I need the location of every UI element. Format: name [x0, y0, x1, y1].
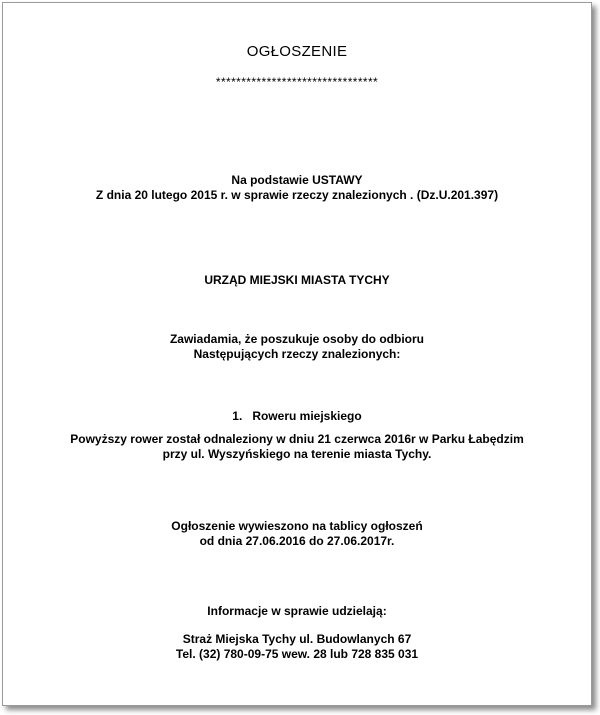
separator: ********************************: [215, 75, 379, 89]
authority-name: URZĄD MIEJSKI MIASTA TYCHY: [204, 273, 390, 287]
contact-heading: Informacje w sprawie udzielają:: [207, 604, 387, 618]
contact-line-2: Tel. (32) 780-09-75 wew. 28 lub 728 835 031: [175, 647, 419, 661]
legal-basis-line-1: Na podstawie USTAWY: [231, 173, 363, 187]
intro-line-1: Zawiadamia, że poszukuje osoby do odbioru: [169, 332, 425, 346]
document-page: [2, 2, 592, 706]
item-heading: [3, 408, 591, 424]
posting-line-1: Ogłoszenie wywieszono na tablicy ogłoszeń: [171, 519, 423, 533]
legal-basis-line-2: Z dnia 20 lutego 2015 r. w sprawie rzeczy znalezionych . (Dz.U.201.397): [95, 188, 499, 202]
item-description-line-2: przy ul. Wyszyńskiego na terenie miasta Tychy.: [162, 447, 432, 461]
posting-line-2: od dnia 27.06.2016 do 27.06.2017r.: [199, 534, 395, 548]
contact-line-1: Straż Miejska Tychy ul. Budowlanych 67: [182, 632, 412, 646]
intro-line-2: Następujących rzeczy znalezionych:: [193, 347, 401, 361]
item-number: 1.: [232, 409, 243, 423]
item-description-line-1: Powyższy rower został odnaleziony w dniu 21 czerwca 2016r w Parku Łabędzim: [70, 432, 524, 446]
notice-title: OGŁOSZENIE: [246, 43, 348, 60]
item-name: Roweru miejskiego: [252, 409, 362, 423]
